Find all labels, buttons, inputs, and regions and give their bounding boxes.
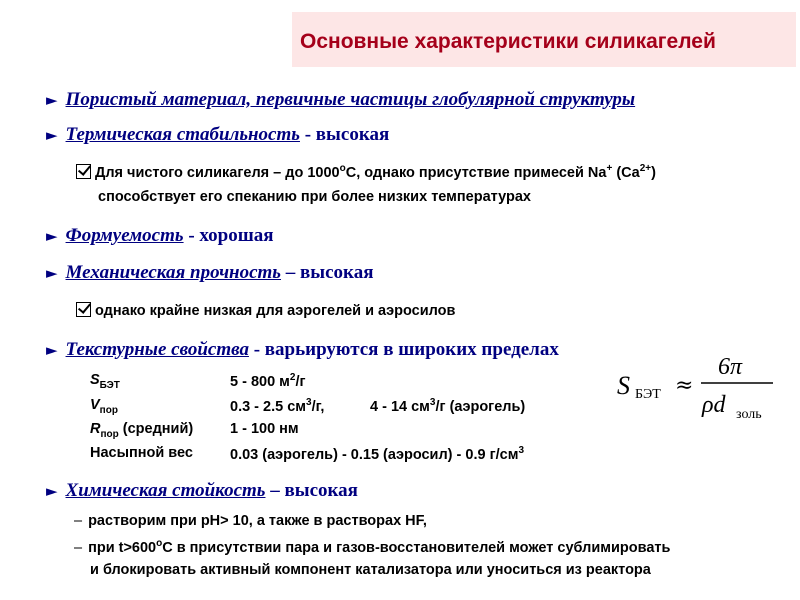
slide-title: Основные характеристики силикагелей bbox=[300, 30, 716, 53]
formula-denominator: ρd bbox=[702, 392, 726, 418]
superscript: 3 bbox=[306, 397, 312, 408]
row-bulk-label: Насыпной вес bbox=[90, 445, 193, 461]
bullet-head: Пористый материал, первичные частицы глобулярной структуры bbox=[65, 89, 636, 110]
row-vpor-label bbox=[90, 397, 118, 416]
formula-s-sub: БЭТ bbox=[635, 387, 661, 402]
arrow-marker-icon: ► bbox=[46, 482, 58, 500]
degree-sign: о bbox=[156, 538, 163, 549]
subscript: пор bbox=[100, 428, 119, 440]
symbol: S bbox=[90, 372, 100, 388]
bullet-chemical bbox=[46, 480, 358, 502]
bullet-head: Формуемость bbox=[65, 225, 184, 246]
value: 5 - 800 м bbox=[230, 373, 290, 390]
bullet-tail: - варьируются в широких пределах bbox=[248, 339, 559, 360]
symbol: V bbox=[90, 397, 100, 413]
bullet-porous bbox=[46, 89, 635, 111]
arrow-marker-icon: ► bbox=[46, 126, 58, 144]
charge-2plus: 2+ bbox=[639, 163, 652, 174]
formula-numerator: 6π bbox=[718, 354, 743, 380]
chemical-line1 bbox=[74, 513, 427, 529]
note-text: ) bbox=[651, 164, 656, 181]
sbet-formula bbox=[615, 352, 790, 427]
row-bulk-value bbox=[230, 445, 524, 463]
formula-s: S bbox=[617, 371, 630, 400]
bullet-head: Механическая прочность bbox=[65, 262, 281, 283]
note-text: Для чистого силикагеля – до 1000 bbox=[95, 164, 340, 181]
row-sbet-value bbox=[230, 372, 306, 390]
bullet-head: Химическая стойкость bbox=[65, 480, 266, 501]
value: 4 - 14 см bbox=[370, 398, 430, 415]
arrow-marker-icon: ► bbox=[46, 227, 58, 245]
superscript: 2 bbox=[289, 372, 296, 383]
dash-marker: – bbox=[74, 539, 83, 556]
checkbox-icon bbox=[76, 302, 91, 317]
bullet-head: Термическая стабильность bbox=[65, 124, 300, 145]
line-text: растворим при pH> 10, а также в растворах HF, bbox=[88, 513, 427, 529]
arrow-marker-icon: ► bbox=[46, 341, 58, 359]
value: 0.3 - 2.5 см bbox=[230, 398, 307, 415]
bullet-head: Текстурные свойства bbox=[65, 339, 249, 360]
unit: /г, bbox=[311, 398, 325, 415]
arrow-marker-icon: ► bbox=[46, 91, 58, 109]
bullet-formability bbox=[46, 225, 274, 247]
symbol: R bbox=[90, 421, 101, 437]
bullet-tail: - высокая bbox=[299, 124, 390, 145]
bullet-mechanical bbox=[46, 262, 373, 284]
line-text: С в присутствии пара и газов-восстановителей может сублимировать bbox=[162, 539, 671, 556]
note-text: С, однако присутствие примесей Na bbox=[345, 164, 607, 181]
row-rpor-value: 1 - 100 нм bbox=[230, 421, 299, 437]
checkbox-icon bbox=[76, 164, 91, 179]
row-sbet-label bbox=[90, 372, 120, 391]
bullet-tail: - хорошая bbox=[183, 225, 274, 246]
note-text: однако крайне низкая для аэрогелей и аэросилов bbox=[95, 303, 456, 319]
chemical-line3: и блокировать активный компонент катализатора или уноситься из реактора bbox=[90, 562, 651, 578]
degree-sign: о bbox=[339, 163, 346, 174]
bullet-texture bbox=[46, 339, 559, 361]
value: 0.03 (аэрогель) - 0.15 (аэросил) - 0.9 г/см bbox=[230, 446, 519, 463]
thermal-note-line2: способствует его спеканию при более низких температурах bbox=[98, 189, 531, 205]
formula-den-sub: золь bbox=[736, 407, 762, 422]
subscript: БЭТ bbox=[99, 379, 120, 391]
chemical-line2 bbox=[74, 538, 670, 556]
label-suffix: (средний) bbox=[118, 421, 194, 437]
charge-plus: + bbox=[606, 163, 613, 174]
row-vpor-value bbox=[230, 397, 324, 415]
row-rpor-label bbox=[90, 421, 193, 440]
formula-approx: ≈ bbox=[675, 373, 694, 398]
superscript: 3 bbox=[518, 445, 524, 456]
bullet-tail: – высокая bbox=[281, 262, 374, 283]
bullet-thermal bbox=[46, 124, 389, 146]
mechanical-note bbox=[76, 302, 455, 319]
subscript: пор bbox=[99, 404, 118, 416]
arrow-marker-icon: ► bbox=[46, 264, 58, 282]
thermal-note-line1 bbox=[76, 163, 656, 181]
note-text: (Ca bbox=[612, 164, 640, 181]
line-text: при t>600 bbox=[88, 539, 157, 556]
row-vpor-aerogel bbox=[370, 397, 525, 415]
unit: /г (аэрогель) bbox=[435, 398, 526, 415]
unit: /г bbox=[295, 373, 306, 390]
superscript: 3 bbox=[429, 397, 436, 408]
dash-marker: – bbox=[74, 513, 83, 529]
bullet-tail: – высокая bbox=[265, 480, 358, 501]
